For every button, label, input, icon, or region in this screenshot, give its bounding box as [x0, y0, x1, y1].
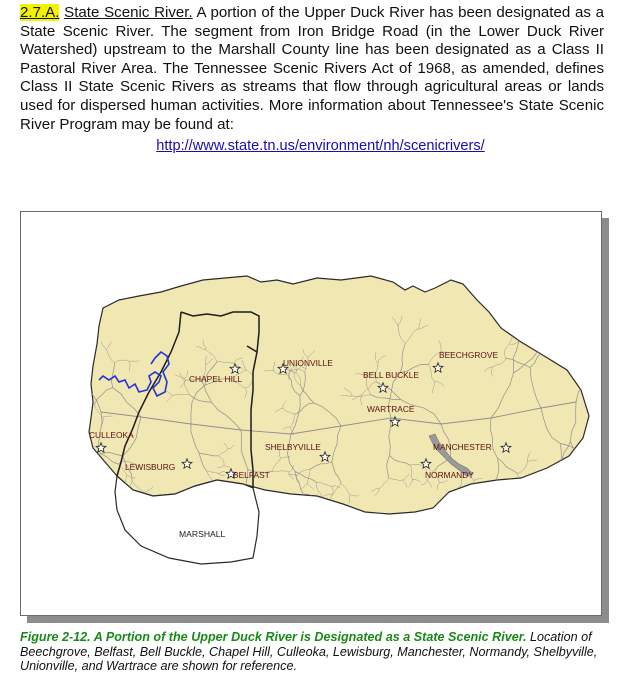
stream-line [40, 345, 47, 353]
stream-line [48, 343, 52, 353]
stream-line [72, 463, 78, 476]
stream-line [549, 350, 565, 352]
stream-line [593, 334, 601, 345]
stream-line [506, 495, 516, 496]
stream-line [50, 370, 77, 375]
stream-line [35, 370, 50, 379]
stream-line [575, 472, 582, 479]
stream-line [73, 331, 81, 346]
stream-line [48, 334, 56, 341]
stream-line [549, 325, 553, 334]
stream-line [84, 472, 92, 478]
stream-line [526, 315, 529, 326]
stream-line [552, 480, 561, 484]
town-label-beechgrove: BEECHGROVE [439, 350, 499, 360]
stream-line [584, 454, 600, 457]
stream-line [540, 331, 549, 334]
stream-line [562, 466, 573, 476]
stream-line [564, 348, 574, 351]
town-label-normandy: NORMANDY [425, 470, 474, 480]
stream-line [599, 457, 601, 460]
scenic-rivers-link[interactable]: http://www.state.tn.us/environment/nh/scenicrivers/ [156, 138, 485, 154]
stream-line [316, 500, 318, 509]
stream-line [509, 316, 517, 324]
stream-line [517, 313, 522, 324]
county-label-marshall: MARSHALL [179, 529, 226, 539]
stream-line [560, 464, 561, 479]
stream-line [581, 455, 583, 471]
stream-line [529, 326, 540, 330]
section-body: A portion of the Upper Duck River has been designated as a State Scenic River. The segment from Iron Bridge Road (in the Lower Duck River Watershed) upstream to the Marshall County line has been designated as a Class II Pastoral River Area. The Tennessee Scenic Rivers Act of 1968, as amended, defines Class II State Scenic Rivers as streams that flow through agricultural areas or lands used for dispersed human activities. More information about Tennessee's State Scenic River Program may be found at: [20, 4, 604, 133]
stream-line [543, 328, 553, 334]
stream-line [575, 464, 580, 473]
town-label-chapel-hill: CHAPEL HILL [189, 374, 243, 384]
stream-line [514, 488, 517, 497]
stream-line [92, 456, 96, 472]
figure-caption-text: Location of Beechgrove, Belfast, Bell Buckle, Chapel Hill, Culleoka, Lewisburg, Manchester, Normandy, Shelbyville, Unionville, and Wartrace are shown for reference. [20, 630, 598, 674]
stream-line [56, 341, 73, 346]
stream-line [301, 509, 306, 517]
stream-line [560, 476, 562, 485]
watershed-map [21, 212, 601, 615]
section-title: State Scenic River. [64, 4, 193, 21]
stream-line [599, 450, 601, 457]
stream-line [504, 487, 514, 488]
stream-line [560, 469, 576, 472]
stream-line [573, 466, 585, 476]
town-label-unionville: UNIONVILLE [283, 358, 333, 368]
stream-line [67, 463, 78, 471]
stream-line [317, 500, 326, 501]
stream-line [303, 494, 306, 509]
town-label-bell-buckle: BELL BUCKLE [363, 370, 420, 380]
stream-line [78, 451, 99, 463]
stream-line [35, 379, 36, 390]
stream-line [48, 353, 50, 370]
town-label-wartrace: WARTRACE [367, 404, 415, 414]
stream-line [496, 483, 506, 495]
stream-line [584, 334, 593, 339]
stream-line [70, 457, 80, 458]
figure-caption [20, 630, 610, 674]
town-label-belfast: BELFAST [233, 470, 270, 480]
stream-line [67, 471, 68, 480]
stream-line [475, 492, 485, 494]
figure-title: Figure 2-12. A Portion of the Upper Duck River is Designated as a State Scenic River. [20, 630, 527, 644]
stream-line [580, 470, 583, 479]
stream-line [25, 378, 35, 380]
stream-line [75, 415, 84, 419]
stream-line [564, 351, 573, 356]
stream-line [306, 509, 315, 511]
map-figure [20, 211, 602, 616]
stream-line [484, 483, 495, 494]
stream-line [548, 475, 549, 485]
stream-line [72, 476, 78, 483]
stream-line [78, 457, 80, 467]
stream-line [584, 476, 592, 481]
stream-line [63, 476, 72, 477]
stream-line [556, 485, 561, 493]
stream-line [549, 334, 551, 350]
stream-line [553, 473, 562, 476]
stream-line [83, 415, 89, 422]
stream-line [71, 327, 80, 332]
stream-line [583, 470, 589, 478]
section-paragraph [20, 4, 604, 134]
town-label-lewisburg: LEWISBURG [125, 462, 176, 472]
stream-line [47, 341, 56, 347]
stream-line [519, 326, 529, 342]
stream-line [600, 345, 601, 370]
stream-line [556, 351, 568, 354]
town-label-shelbyville: SHELBYVILLE [265, 442, 321, 452]
town-label-culleoka: CULLEOKA [89, 430, 134, 440]
stream-line [540, 323, 543, 334]
stream-line [260, 500, 262, 509]
section-number: 2.7.A. [20, 4, 60, 21]
stream-line [556, 469, 560, 484]
stream-line [590, 325, 593, 334]
stream-line [505, 495, 506, 505]
stream-line [260, 493, 267, 500]
stream-line [73, 346, 78, 373]
stream-line [484, 494, 491, 500]
stream-line [550, 485, 556, 493]
stream-line [561, 480, 569, 485]
stream-line [584, 473, 593, 476]
stream-line [62, 471, 67, 478]
town-label-manchester: MANCHESTER [433, 442, 492, 452]
stream-line [80, 328, 90, 331]
stream-line [80, 455, 96, 458]
stream-line [92, 472, 101, 476]
stream-line [544, 475, 549, 483]
stream-line [537, 334, 543, 352]
